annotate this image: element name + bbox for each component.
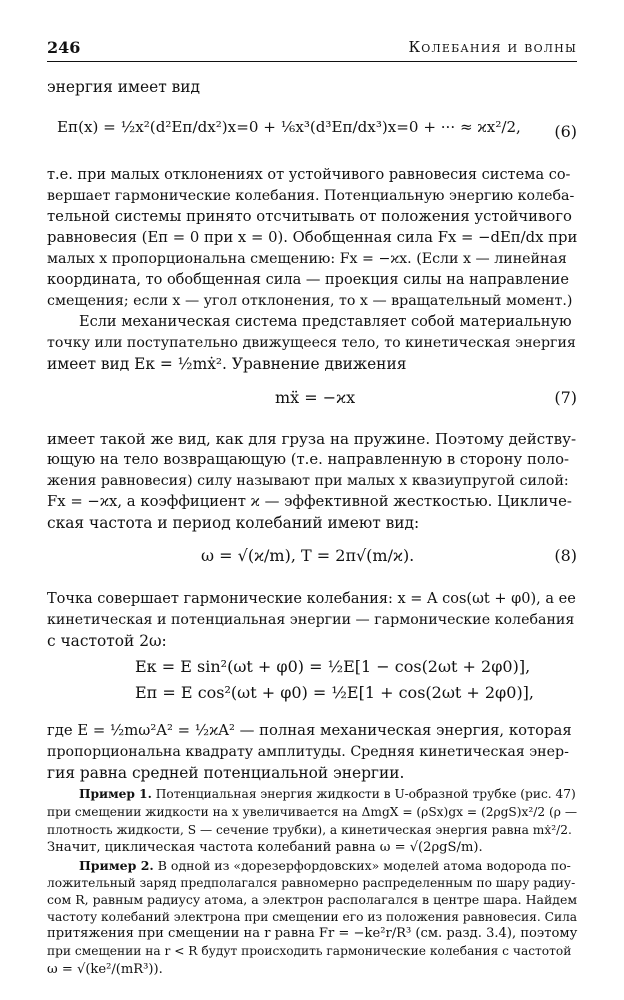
text-line: при смещении жидкости на x увеличивается на ΔmgX = (ρSx)gx = (2ρgS)x²/2 (ρ — <box>47 805 578 819</box>
example-1-label: Пример 1. <box>79 787 152 801</box>
text-line: координата, то обобщенная сила — проекция силы на направление <box>47 272 569 288</box>
text-line: энергия имеет вид <box>47 78 201 96</box>
equation-9-line-1: Eк = E sin²(ωt + φ0) = ½E[1 − cos(2ωt + 2φ0)], <box>135 657 531 676</box>
equation-6-number: (6) <box>554 122 577 141</box>
example-1-first-line <box>47 786 577 803</box>
text-line: сом R, равным радиусу атома, а электрон располагался в центре шара. Найдем <box>47 892 578 907</box>
equation-9-line-2: Eп = E cos²(ωt + φ0) = ½E[1 + cos(2ωt + 2φ0)], <box>135 683 535 702</box>
text-line: частоту колебаний электрона при смещении его из положения равновесия. Сила <box>47 910 578 924</box>
text-line: Значит, циклическая частота колебаний равна ω = √(2ρgS/m). <box>47 840 483 855</box>
text-line: ложительный заряд предполагался равномерно распределенным по шару радиу- <box>47 876 576 890</box>
example-2-label: Пример 2. <box>79 858 154 873</box>
text-line: ская частота и период колебаний имеют вид: <box>47 514 420 532</box>
text-line: Точка совершает гармонические колебания: x = A cos(ωt + φ0), а ее <box>47 591 576 607</box>
text-line: гия равна средней потенциальной энергии. <box>47 764 405 782</box>
running-title: Колебания и волны <box>408 38 577 56</box>
text-line: т.е. при малых отклонениях от устойчивого равновесия система со- <box>47 167 571 183</box>
text-line: равновесия (Eп = 0 при x = 0). Обобщенная сила Fx = −dEп/dx при <box>47 229 578 246</box>
text-line: вершает гармонические колебания. Потенциальную энергию колеба- <box>47 188 575 204</box>
text-line: пропорциональна квадрату амплитуды. Средняя кинетическая энер- <box>47 744 569 760</box>
text-line: тельной системы принято отсчитывать от положения устойчивого <box>47 208 572 225</box>
header-rule <box>47 61 577 62</box>
text-line: кинетическая и потенциальная энергии — гармонические колебания <box>47 612 575 628</box>
equation-8-number: (8) <box>554 546 577 565</box>
equation-7-number: (7) <box>554 388 577 407</box>
equation-6-body: Eп(x) = ½x²(d²Eп/dx²)x=0 + ⅙x³(d³Eп/dx³)x=0 + ··· ≈ ϰx²/2, <box>57 118 521 136</box>
equation-6 <box>47 112 577 152</box>
text-line: Потенциальная энергия жидкости в U-образной трубке (рис. 47) <box>155 787 576 801</box>
text-line: точку или поступательно движущееся тело, то кинетическая энергия <box>47 335 576 351</box>
text-line: имеет такой же вид, как для груза на пружине. Поэтому действу- <box>47 430 577 448</box>
text-line: ющую на тело возвращающую (т.е. направленную в сторону поло- <box>47 451 570 468</box>
example-2-first-line <box>47 858 577 875</box>
equation-8-body: ω = √(ϰ/m), T = 2π√(m/ϰ). <box>201 546 415 565</box>
text-line: с частотой 2ω: <box>47 632 167 650</box>
text-line: Fx = −ϰx, а коэффициент ϰ — эффективной жесткостью. Цикличе- <box>47 493 572 510</box>
text-line: имеет вид Eк = ½mẋ². Уравнение движения <box>47 355 407 373</box>
text-line: жения равновесия) силу называют при малых x квазиупругой силой: <box>47 473 569 489</box>
text-line: плотность жидкости, S — сечение трубки), а кинетическая энергия равна mẋ²/2. <box>47 823 572 837</box>
text-line: Если механическая система представляет собой материальную <box>79 314 572 330</box>
text-line: В одной из «дорезерфордовских» моделей атома водорода по- <box>157 858 571 873</box>
text-line: при смещении на r < R будут происходить гармонические колебания с частотой <box>47 944 572 958</box>
equation-7-body: mẍ = −ϰx <box>275 388 356 407</box>
equation-8 <box>47 538 577 578</box>
text-line: притяжения при смещении на r равна Fr = −ke²r/R³ (см. разд. 3.4), поэтому <box>47 926 578 941</box>
page-header <box>47 38 577 62</box>
text-line: ω = √(ke²/(mR³)). <box>47 962 163 977</box>
equation-9 <box>47 657 577 709</box>
page-number: 246 <box>47 38 81 57</box>
equation-7 <box>47 382 577 422</box>
text-line: где E = ½mω²A² = ½ϰA² — полная механическая энергия, которая <box>47 722 572 739</box>
text-line: малых x пропорциональна смещению: Fx = −ϰx. (Если x — линейная <box>47 251 567 267</box>
text-line: смещения; если x — угол отклонения, то x — вращательный момент.) <box>47 293 573 309</box>
